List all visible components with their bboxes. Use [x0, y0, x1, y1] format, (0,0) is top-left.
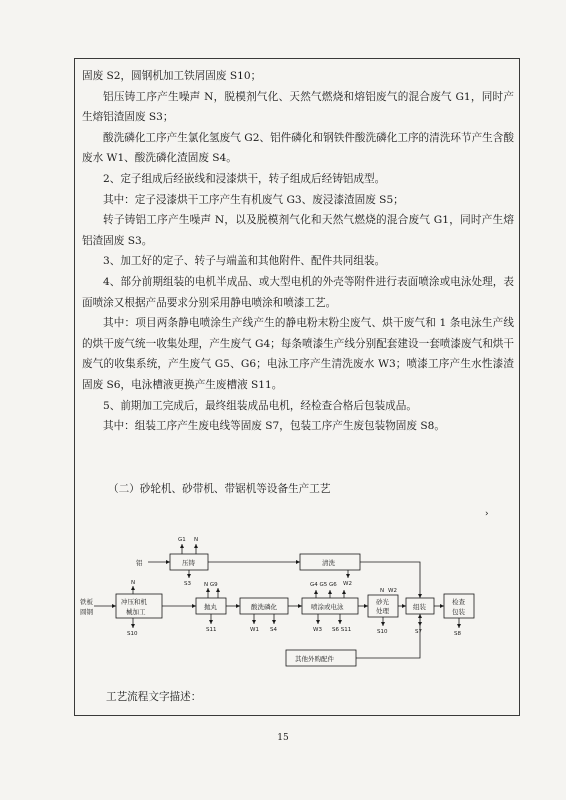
- emission: W2: [388, 588, 397, 594]
- paragraph: 固废 S2，圆钢机加工铁屑固废 S10；: [82, 70, 262, 82]
- paragraph: 其中：项目两条静电喷涂生产线产生的静电粉末粉尘废气、烘干废气和 1 条电泳生产线的烘干废气统一收集处理，产生废气 G4；每条喷漆生产线分别配套建设一套喷漆废气和烘干废气的收集系统，产生废气 G5、G6；电泳工序产生清洗废水 W3；喷漆工序产生水性漆渣固废 S6，电泳槽液更换产生废槽液 S11。: [82, 317, 514, 391]
- paragraph: 酸洗磷化工序产生氯化氢废气 G2、铝件磷化和钢铁件酸洗磷化工序的清洗环节产生含酸废水 W1、酸洗磷化渣固废 S4。: [82, 131, 514, 165]
- emission: S10: [127, 631, 138, 637]
- emission: W3: [313, 627, 322, 633]
- emission: N: [194, 537, 199, 543]
- section-title: （二）砂轮机、砂带机、带锯机等设备生产工艺: [108, 483, 331, 495]
- emission: N G9: [204, 582, 218, 588]
- emission: S10: [377, 629, 388, 635]
- box-label: 冲压和机: [121, 598, 147, 606]
- emission: S7: [415, 629, 422, 635]
- description-label: 工艺流程文字描述：: [106, 691, 202, 703]
- box-label: 压铸: [182, 559, 195, 567]
- emission: W2: [343, 581, 352, 587]
- emission: W1: [250, 627, 259, 633]
- paragraph: 5、前期加工完成后，最终组装成品电机，经检查合格后包装成品。: [103, 399, 417, 412]
- paragraph: 铝压铸工序产生噪声 N，脱模剂气化、天然气燃烧和熔铝废气的混合废气 G1，同时产生熔铝渣固废 S3；: [82, 90, 514, 124]
- box-label: 其他外购配件: [295, 655, 334, 663]
- emission: S6 S11: [332, 627, 352, 633]
- paragraph: 3、加工好的定子、转子与端盖和其他附件、配件共同组装。: [103, 255, 386, 268]
- input-al: 铝: [136, 559, 143, 567]
- input-iron: 圆钢: [80, 608, 93, 616]
- paragraph: 其中：组装工序产生废电线等固废 S7，包装工序产生废包装物固废 S8。: [103, 420, 445, 433]
- box-label: 砂光: [376, 598, 389, 606]
- page-number: 15: [277, 733, 289, 743]
- paragraph: 其中：定子浸漆烘干工序产生有机废气 G3、废浸漆渣固废 S5；: [103, 193, 404, 206]
- paragraph: 转子铸铝工序产生噪声 N，以及脱模剂气化和天然气燃烧的混合废气 G1，同时产生熔铝渣固废 S3。: [82, 214, 514, 247]
- emission: N: [380, 588, 385, 594]
- box-label: 抛丸: [204, 603, 217, 611]
- emission: N: [131, 580, 136, 586]
- process-flow-diagram: [78, 522, 518, 672]
- box-label: 检查: [452, 598, 465, 606]
- input-iron: 铁板: [80, 598, 93, 606]
- paragraph: 2、定子组成后经嵌线和浸漆烘干，转子组成后经铸铝成型。: [103, 172, 386, 185]
- box-label: 酸洗磷化: [251, 603, 277, 611]
- box-label: 喷涂或电泳: [311, 603, 344, 611]
- box-label: 组装: [413, 603, 426, 611]
- box-label: 清洗: [322, 559, 335, 567]
- box-label: 处理: [376, 607, 389, 615]
- emission: S8: [454, 631, 461, 637]
- box-label: 械加工: [126, 608, 146, 616]
- box-label: 包装: [452, 608, 465, 616]
- emission: S4: [270, 627, 277, 633]
- emission: S11: [206, 627, 217, 633]
- stray-mark: ›: [485, 509, 489, 519]
- emission: G1: [178, 537, 186, 543]
- paragraph: 4、部分前期组装的电机半成品、或大型电机的外壳等附件进行表面喷涂或电泳处理，表面喷涂又根据产品要求分别采用静电喷涂和喷漆工艺。: [82, 275, 514, 309]
- body-text: [82, 66, 514, 437]
- emission: S3: [184, 581, 191, 587]
- emission: G4 G5 G6: [310, 582, 337, 588]
